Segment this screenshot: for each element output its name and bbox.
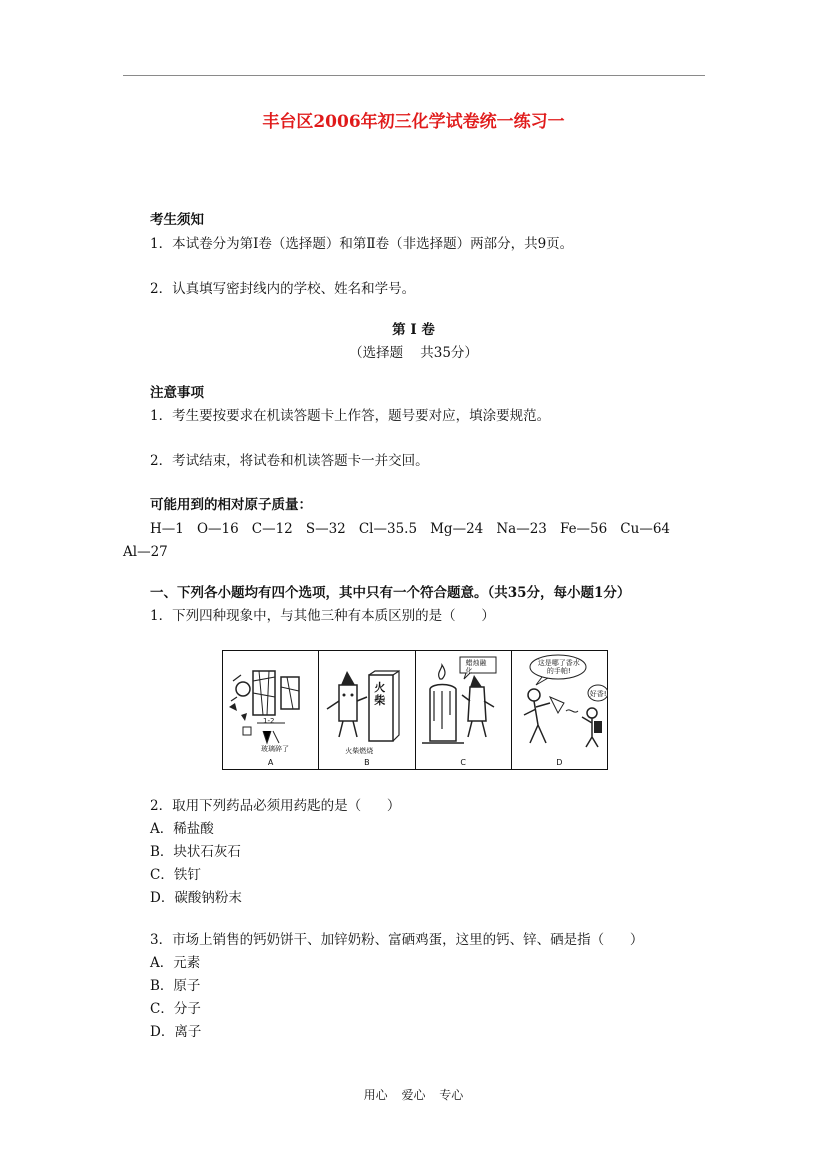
q3-option-b: B．原子 [150,978,201,994]
q3-option-a: A．元素 [150,955,201,971]
mass-h: H—1 [150,521,184,537]
mass-al: Al—27 [123,544,168,560]
figure-panel-d [512,651,607,769]
q2-option-a: A．稀盐酸 [150,821,214,837]
masses-heading: 可能用到的相对原子质量： [150,497,312,513]
masses-list [150,520,670,538]
page-footer: 用心 爱心 专心 [363,1088,464,1102]
page-title: 丰台区2006年初三化学试卷统一练习一 [262,112,565,132]
q3-option-c: C．分子 [150,1001,201,1017]
mass-o: O—16 [196,521,239,537]
figure-panel-c [416,651,512,769]
panel-d-bubble-2: 好香! [589,690,607,698]
notice-item-2: 2．认真填写密封线内的学校、姓名和学号。 [150,281,416,297]
panel-c-label: C [460,758,466,767]
q3-option-d: D．离子 [150,1024,202,1040]
figure-panel-a [223,651,319,769]
panel-c-bubble: 蜡烛融化 [465,659,487,675]
panel-b-box-text: 火柴 [374,681,386,707]
mass-cu: Cu—64 [620,521,670,537]
panel-a-label: A [267,758,274,767]
part1-heading: 第 Ⅰ 卷 [392,322,435,338]
attention-item-2: 2．考试结束，将试卷和机读答题卡一并交回。 [150,453,429,469]
mass-c: C—12 [251,521,293,537]
panel-b-caption: 火柴燃烧 [345,747,374,755]
mass-mg: Mg—24 [430,521,484,537]
candle-melting-drawing [416,651,512,769]
section1-heading: 一、下列各小题均有四个选项，其中只有一个符合题意。（共35分，每小题1分） [150,585,631,601]
panel-d-label: D [556,758,563,767]
q2-option-d: D．碳酸钠粉末 [150,890,242,906]
figure-panel-b [319,651,415,769]
q2-stem: 2．取用下列药品必须用药匙的是（ ） [150,798,401,814]
panel-b-label: B [364,758,370,767]
panel-d-bubble: 这是哪了香水的手帕! [537,659,580,675]
header-rule [123,75,705,76]
q1-stem: 1．下列四种现象中，与其他三种有本质区别的是（ ） [150,608,495,624]
q2-option-c: C．铁钉 [150,867,201,883]
notice-item-1: 1．本试卷分为第Ⅰ卷（选择题）和第Ⅱ卷（非选择题）两部分，共9页。 [150,236,574,252]
mass-cl: Cl—35.5 [358,521,418,537]
notice-heading: 考生须知 [150,212,204,228]
attention-heading: 注意事项 [150,385,204,401]
q3-stem: 3．市场上销售的钙奶饼干、加锌奶粉、富硒鸡蛋，这里的钙、锌、硒是指（ ） [150,932,644,948]
attention-item-1: 1．考生要按要求在机读答题卡上作答，题号要对应，填涂要规范。 [150,408,551,424]
mass-fe: Fe—56 [559,521,608,537]
mass-s: S—32 [305,521,346,537]
panel-a-caption: 玻璃碎了 [261,745,289,753]
q2-option-b: B．块状石灰石 [150,844,241,860]
panel-a-mark: 1-2 [263,717,275,725]
mass-na: Na—23 [496,521,547,537]
part1-sub: （选择题 共35分） [349,345,478,361]
q1-figure [222,650,608,770]
